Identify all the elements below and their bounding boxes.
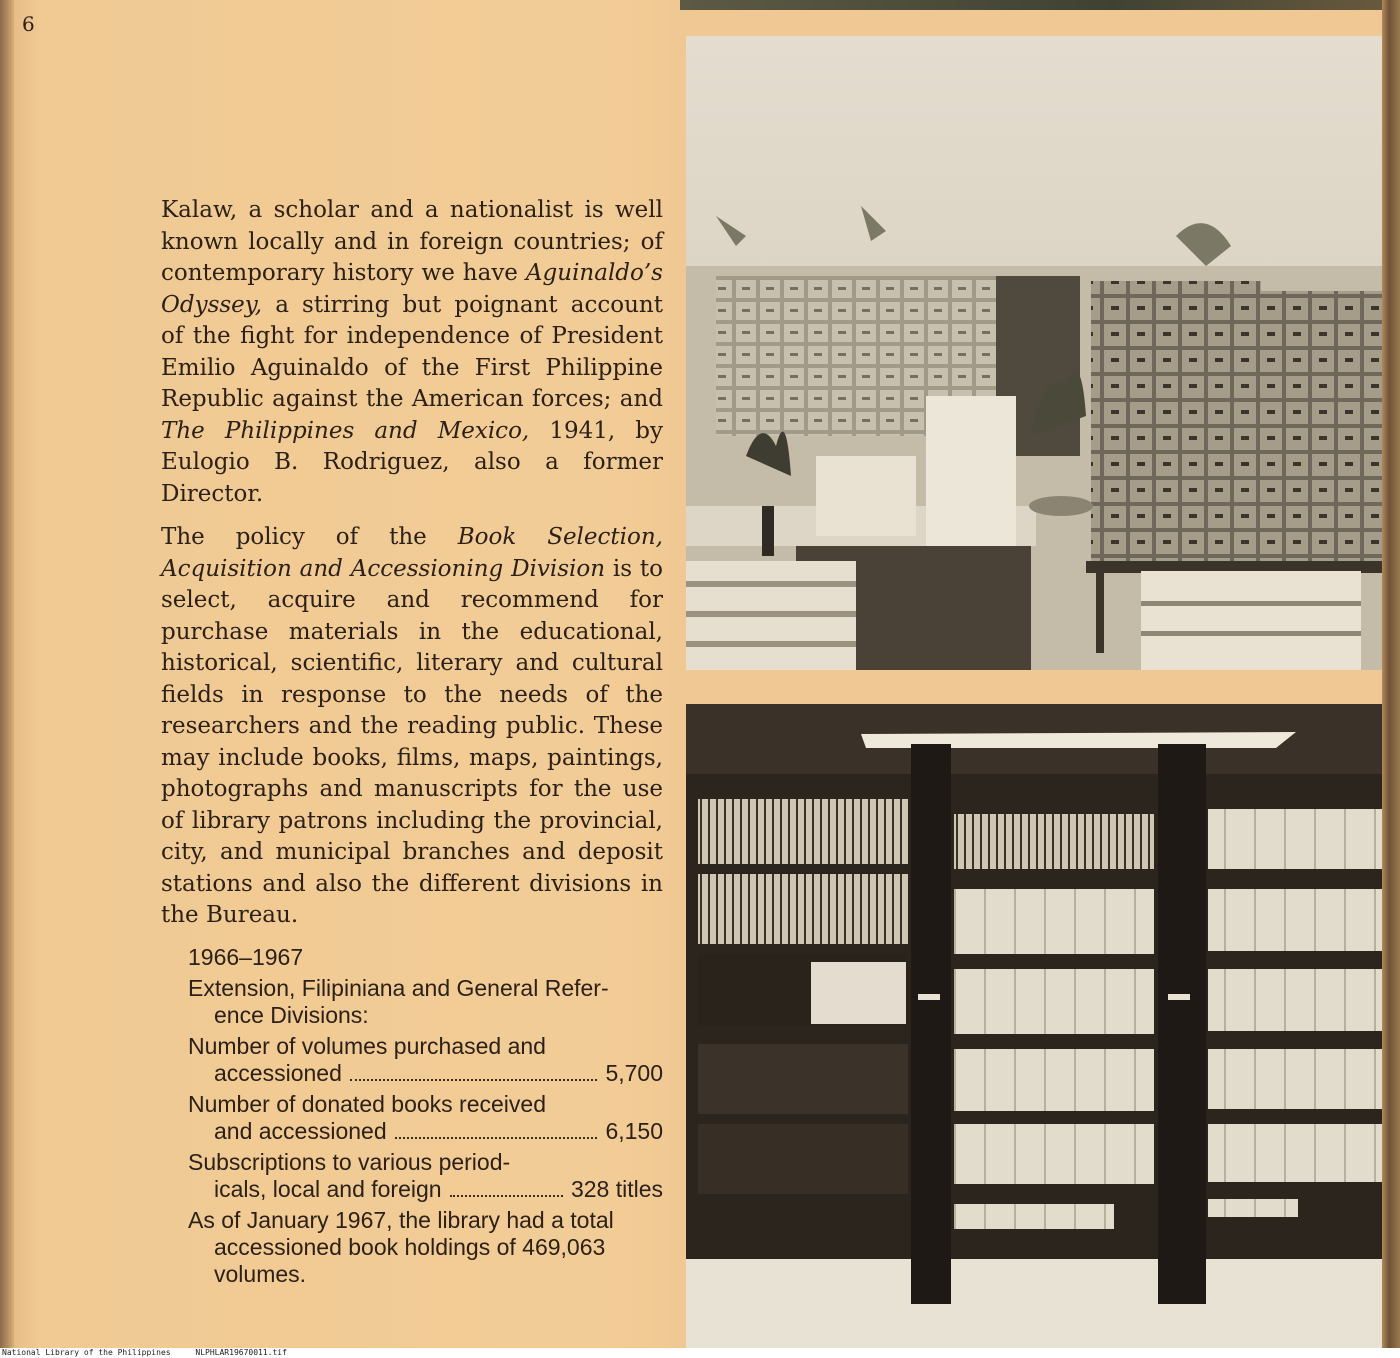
stats-purchased-label: accessioned xyxy=(214,1059,342,1086)
text-run: a stirring but poignant account of the fight for independence of President Emilio Aguinaldo of the First Philippine Republic against the American forces; and xyxy=(161,291,663,412)
statistics-block xyxy=(188,944,663,1288)
footer-source: National Library of the Philippines xyxy=(2,1348,171,1357)
bookcase-illustration xyxy=(686,704,1382,1348)
stats-holdings-line1: As of January 1967, the library had a total xyxy=(188,1206,614,1233)
book-title-aguinaldos-odyssey: Aguinaldo’s Odyssey, xyxy=(161,260,663,318)
page-number: 6 xyxy=(22,12,35,36)
stats-divisions-line2: ence Divisions: xyxy=(214,1001,369,1028)
text-run: Kalaw, a scholar and a nationalist is well known locally and in foreign countries; of contemporary history we have xyxy=(161,197,663,286)
card-catalog-illustration xyxy=(686,36,1382,670)
page-top-edge xyxy=(680,0,1400,10)
paragraph-policy xyxy=(161,522,663,932)
stats-donated-label: and accessioned xyxy=(214,1117,387,1144)
stats-divisions-line1: Extension, Filipiniana and General Refer- xyxy=(188,974,609,1001)
dot-leader xyxy=(350,1079,598,1081)
body-text-column xyxy=(161,195,663,1288)
text-run: is to select, acquire and recommend for purchase materials in the educational, historical, scientific, literary and cultural fields in response to the needs of the researchers and the reading public. These may include books, films, maps, paintings, photographs and manuscripts for the use of library patrons including the provincial, city, and municipal branches and deposit stations and also the different divisions in the Bureau. xyxy=(161,555,664,928)
page-right-edge xyxy=(1382,0,1400,1350)
page-binding-left xyxy=(0,0,14,1350)
stats-subscriptions-value: 328 titles xyxy=(570,1175,663,1202)
stats-purchased-value: 5,700 xyxy=(605,1059,663,1086)
photo-bookcases xyxy=(686,704,1382,1348)
division-name: Book Selection, Acquisition and Accessioning Division xyxy=(161,524,663,582)
stats-purchased-row xyxy=(188,1060,663,1087)
stats-holdings-line2: accessioned book holdings of 469,063 xyxy=(214,1233,606,1260)
dot-leader xyxy=(395,1137,598,1139)
text-run: 1941, by Eulogio B. Rodriguez, also a former Director. xyxy=(161,417,663,507)
stats-period: 1966–1967 xyxy=(188,943,304,970)
stats-subscriptions-line1: Subscriptions to various period- xyxy=(188,1148,511,1175)
book-title-philippines-and-mexico: The Philippines and Mexico, xyxy=(161,417,530,444)
stats-donated-line1: Number of donated books received xyxy=(188,1090,546,1117)
scan-footer xyxy=(0,1348,1400,1358)
photo-card-catalog-room xyxy=(686,36,1382,670)
stats-donated-row xyxy=(188,1118,663,1145)
text-run: The policy of the xyxy=(161,524,458,550)
footer-file: NLPHLAR19670011.tif xyxy=(195,1348,287,1357)
stats-holdings-line3: volumes. xyxy=(214,1260,307,1287)
paragraph-kalaw xyxy=(161,195,663,510)
stats-subscriptions-label: icals, local and foreign xyxy=(214,1175,442,1202)
stats-donated-value: 6,150 xyxy=(605,1117,663,1144)
stats-purchased-line1: Number of volumes purchased and xyxy=(188,1032,546,1059)
stats-subscriptions-row xyxy=(188,1176,663,1203)
dot-leader xyxy=(450,1195,563,1197)
